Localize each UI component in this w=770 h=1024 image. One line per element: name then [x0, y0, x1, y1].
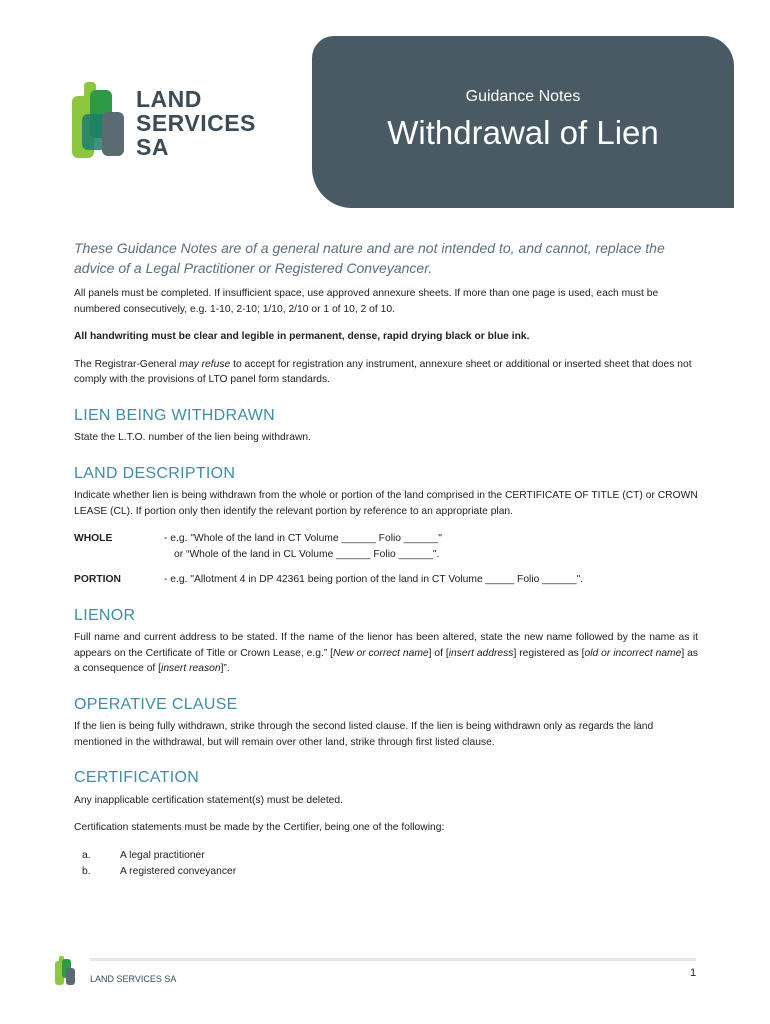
operative-text: If the lien is being fully withdrawn, strike through the second listed clause. If the lien is being withdrawn only as regards the land mentioned in the withdrawal, but will remain over other land, strike through first listed clause. — [74, 721, 654, 748]
handwriting-instruction: All handwriting must be clear and legible in permanent, dense, rapid drying black or blue ink. — [74, 331, 530, 342]
footer-logo-icon — [55, 956, 77, 986]
registrar-note: The Registrar-General may refuse to accept for registration any instrument, annexure sheet or additional or inserted sheet that does not comply with the provisions of LTO panel form standards. — [74, 358, 692, 385]
heading-lien-being-withdrawn: LIEN BEING WITHDRAWN — [74, 406, 275, 424]
whole-label: WHOLE — [74, 533, 113, 544]
footer-org-name: LAND SERVICES SA — [90, 974, 177, 984]
header-banner — [312, 36, 734, 208]
whole-example: WHOLE - e.g. "Whole of the land in CT Volume ______ Folio ______" or “Whole of the land in CL Volume ______ Folio ______". — [74, 531, 698, 562]
page-title: Withdrawal of Lien — [387, 114, 659, 151]
lienor-text: Full name and current address to be stated. If the name of the lienor has been altered, state the new name followed by the name as it appears on the Certificate of Title or Crown Lease, e.g.” [New or correct name] of [insert address] registered as [old or incorrect name] as a consequence of [insert reason]”. — [74, 632, 698, 674]
lien-text: State the L.T.O. number of the lien being withdrawn. — [74, 432, 311, 443]
footer-divider — [90, 958, 696, 961]
portion-example: PORTION - e.g. "Allotment 4 in DP 42361 being portion of the land in CT Volume _____ Folio ______". — [74, 572, 698, 588]
heading-lienor: LIENOR — [74, 606, 136, 624]
list-item: a. A legal practitioner — [82, 849, 205, 861]
land-services-logo-icon — [72, 82, 130, 162]
heading-certification: CERTIFICATION — [74, 769, 200, 786]
certification-text-2: Certification statements must be made by the Certifier, being one of the following: — [74, 822, 445, 833]
intro-statement: These Guidance Notes are of a general nature and are not intended to, and cannot, replace the advice of a Legal Practitioner or Registered Conveyancer. — [74, 240, 665, 276]
document-body — [74, 238, 698, 881]
page-number: 1 — [690, 967, 697, 979]
list-item: b. A registered conveyancer — [82, 866, 237, 877]
panels-instruction: All panels must be completed. If insufficient space, use approved annexure sheets. If more than one page is used, each must be numbered consecutively, e.g. 1-10, 2-10; 1/10, 2/10 or 1 of 10, 2 of 10. — [74, 288, 659, 315]
certifier-list — [74, 848, 698, 880]
header-subtitle: Guidance Notes — [465, 88, 581, 105]
portion-label: PORTION — [74, 574, 121, 585]
land-text: Indicate whether lien is being withdrawn from the whole or portion of the land comprised in the CERTIFICATE OF TITLE (CT) or CROWN LEASE (CL). If portion only then identify the relevant portion by reference to an appropriate plan. — [74, 490, 698, 517]
heading-operative-clause: OPERATIVE CLAUSE — [74, 695, 238, 713]
logo-wordmark: LAND SERVICES SA — [136, 86, 256, 160]
heading-land-description: LAND DESCRIPTION — [74, 464, 236, 482]
certification-text-1: Any inapplicable certification statement(s) must be deleted. — [74, 794, 344, 806]
